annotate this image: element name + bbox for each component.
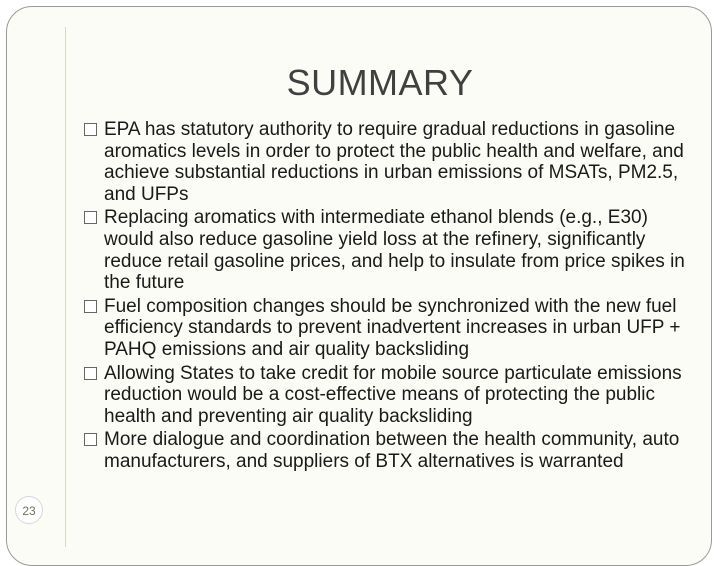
bullet-item [84,296,694,361]
bullet-text: EPA has statutory authority to require gradual reductions in gasoline aromatics levels in order to protect the public health and welfare, and achieve substantial reductions in urban emissions of MSATs, PM2.5, and UFPs [104,119,684,205]
bullet-text: Fuel composition changes should be synchronized with the new fuel efficiency standards to prevent inadvertent increases in urban UFP + PAHQ emissions and air quality backsliding [104,295,681,360]
checkbox-bullet-icon [84,123,97,136]
slide-title: SUMMARY [286,62,474,103]
bullet-text: Replacing aromatics with intermediate ethanol blends (e.g., E30) would also reduce gasoline yield loss at the refinery, significantly reduce retail gasoline prices, and help to insulate from price spikes in the future [104,207,685,294]
bullet-item [84,429,694,472]
checkbox-bullet-icon [84,367,97,380]
checkbox-bullet-icon [84,211,97,224]
checkbox-bullet-icon [84,433,97,446]
checkbox-bullet-icon [84,300,97,313]
bullet-text: More dialogue and coordination between the health community, auto manufacturers, and suppliers of BTX alternatives is warranted [104,429,680,472]
summary-bullet-list [84,119,694,475]
sidebar-divider [65,27,66,547]
bullet-item [84,119,694,205]
slide-number-badge: 23 [15,496,43,524]
bullet-item [84,363,694,428]
bullet-item [84,207,694,293]
bullet-text: Allowing States to take credit for mobile source particulate emissions reduction would be a cost-effective means of protecting the public health and preventing air quality backsliding [104,362,682,427]
